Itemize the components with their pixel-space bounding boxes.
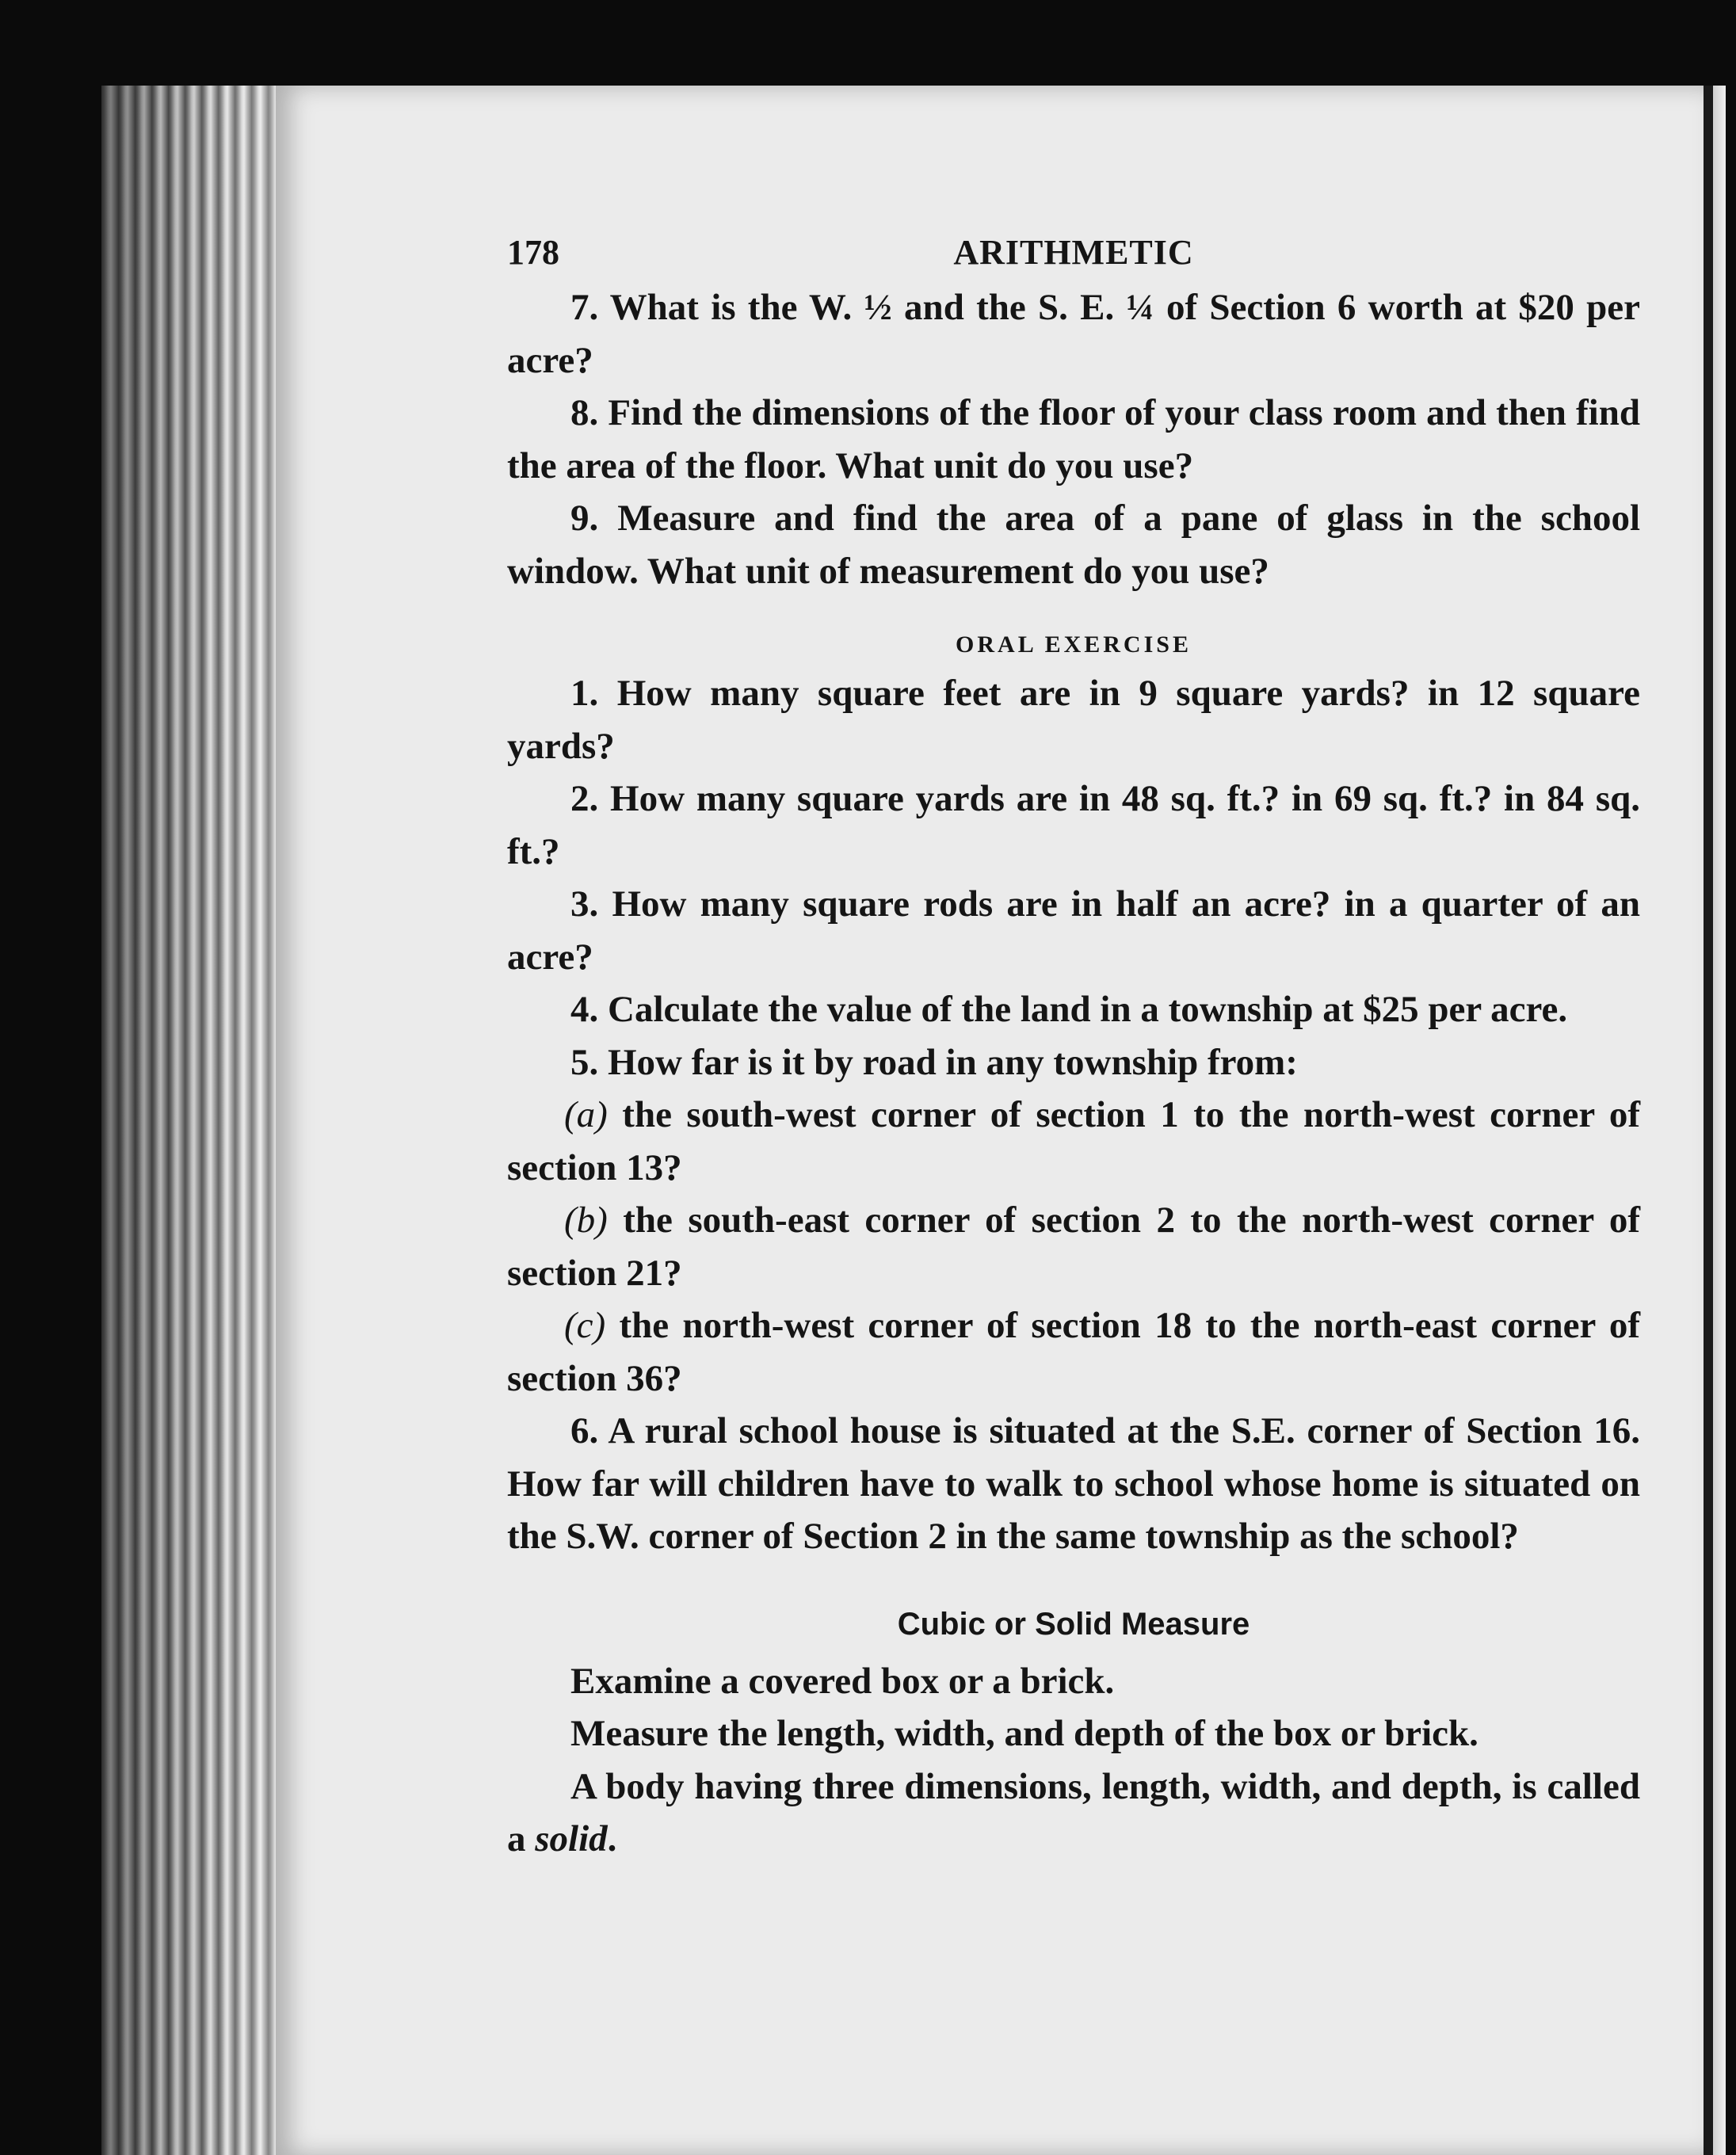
oral-item-3 (507, 878, 1640, 983)
oral-item-6 (507, 1405, 1640, 1563)
oral-item-2 (507, 772, 1640, 878)
item-text: How many square rods are in half an acre? in a quarter of an acre? (507, 883, 1640, 978)
sub-item-text: the south-east corner of section 2 to the north-west corner of section 21? (507, 1200, 1640, 1294)
book-page-edges (101, 86, 284, 2155)
cubic-line-2: Measure the length, width, and depth of the box or brick. (570, 1713, 1478, 1754)
item-number: 4. (570, 989, 599, 1030)
sub-item-a (507, 1089, 1640, 1194)
problem-number: 9. (570, 498, 599, 539)
problem-8 (507, 387, 1640, 492)
sub-item-text: the north-west corner of section 18 to the north-east corner of section 36? (507, 1305, 1641, 1399)
problem-9 (507, 492, 1640, 597)
sub-item-label: (a) (564, 1094, 608, 1135)
cubic-definition (507, 1760, 1640, 1866)
oral-exercise-heading: ORAL EXERCISE (956, 631, 1192, 658)
problem-text: Find the dimensions of the floor of your class room and then find the area of the floor. What unit do you use? (507, 392, 1641, 486)
item-number: 2. (570, 778, 599, 819)
oral-item-5 (507, 1036, 1640, 1089)
section-title: Cubic or Solid Measure (897, 1606, 1250, 1642)
item-text: How many square feet are in 9 square yards? in 12 square yards? (507, 673, 1641, 767)
page-header (507, 226, 1640, 281)
page-number: 178 (507, 233, 559, 272)
defined-term: solid (535, 1818, 608, 1859)
item-text: A rural school house is situated at the S.E. corner of Section 16. How far will children have to walk to school whose home is situated on the S.W. corner of Section 2 in the same township as the school? (507, 1410, 1640, 1557)
definition-end: . (607, 1818, 617, 1859)
problem-7 (507, 281, 1640, 387)
oral-item-4 (507, 983, 1640, 1036)
item-number: 6. (570, 1410, 599, 1451)
running-head: ARITHMETIC (953, 233, 1194, 272)
problem-number: 7. (570, 287, 599, 328)
page-text (507, 226, 1640, 1866)
oral-item-1 (507, 667, 1640, 772)
binding-shadow (1704, 86, 1713, 2155)
problem-text: Measure and find the area of a pane of glass in the school window. What unit of measurement do you use? (507, 498, 1641, 592)
item-text: How far is it by road in any township from: (608, 1041, 1298, 1083)
problem-number: 8. (570, 392, 599, 433)
item-number: 1. (570, 673, 599, 714)
problem-text: What is the W. ½ and the S. E. ¼ of Section 6 worth at $20 per acre? (507, 287, 1640, 381)
item-number: 5. (570, 1041, 599, 1083)
sub-item-c (507, 1299, 1640, 1405)
item-number: 3. (570, 883, 599, 925)
item-text: Calculate the value of the land in a township at $25 per acre. (608, 989, 1568, 1030)
item-text: How many square yards are in 48 sq. ft.? in 69 sq. ft.? in 84 sq. ft.? (507, 778, 1640, 872)
cubic-line-1: Examine a covered box or a brick. (570, 1660, 1115, 1702)
next-page-edge (1713, 86, 1726, 2155)
sub-item-text: the south-west corner of section 1 to the north-west corner of section 13? (507, 1094, 1640, 1188)
sub-item-label: (b) (564, 1200, 608, 1241)
sub-item-label: (c) (564, 1305, 606, 1346)
definition-text: A body having three dimensions, length, width, and depth, is called a (507, 1765, 1640, 1859)
sub-item-b (507, 1194, 1640, 1299)
